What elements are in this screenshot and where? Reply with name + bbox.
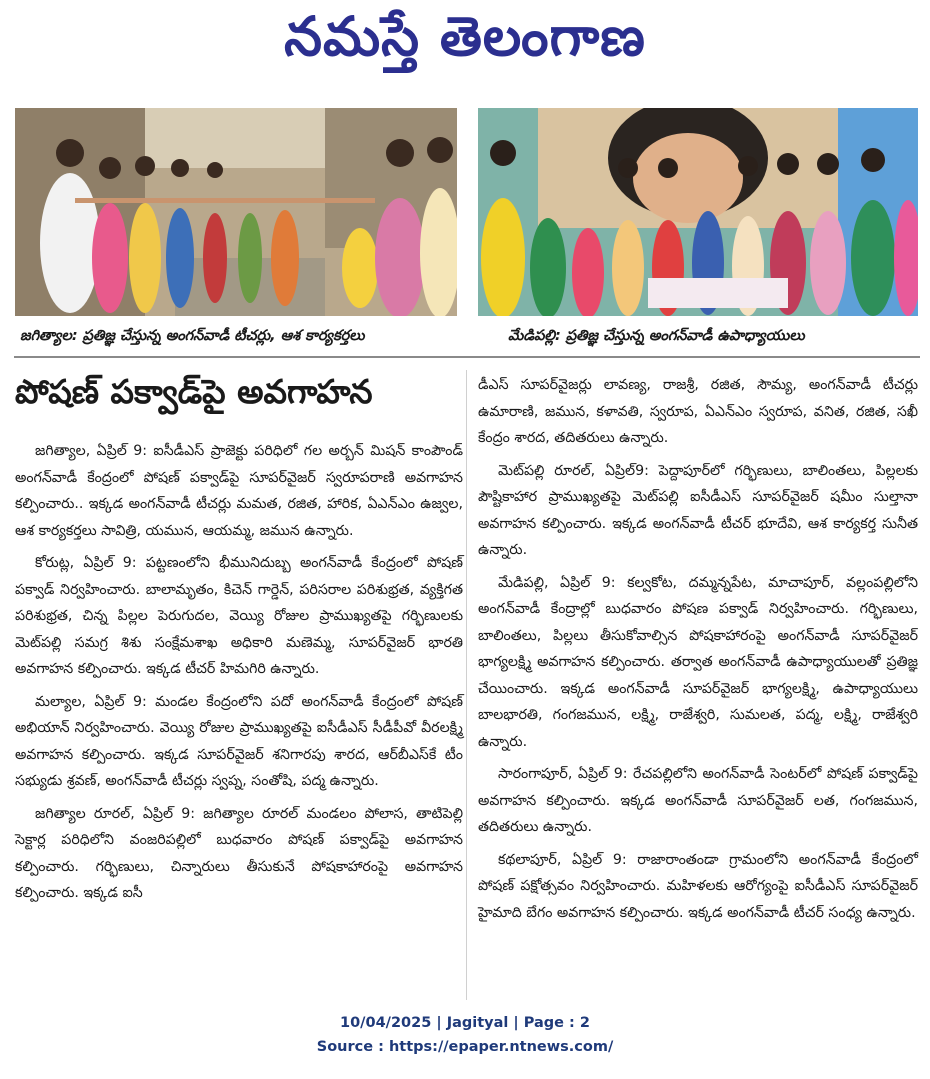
photo-jagityal bbox=[15, 108, 457, 316]
masthead bbox=[0, 0, 930, 100]
footer-edition-info: 10/04/2025 | Jagityal | Page : 2 bbox=[340, 1015, 590, 1031]
article-paragraph: సారంగాపూర్, ఏప్రిల్ 9: రేచపల్లిలోని అంగన్‌వాడీ సెంటర్‌లో పోషణ్ పక్వాడ్‌పై అవగాహన కల్పించారు. ఇక్కడ అంగన్‌వాడీ సూపర్‌వైజర్ లత, గంగజమున, తదితరులు ఉన్నారు. bbox=[478, 766, 918, 835]
article-paragraph: జగిత్యాల, ఏప్రిల్ 9: ఐసీడీఎస్ ప్రాజెక్టు పరిధిలో గల అర్బన్ మిషన్ కాంపౌండ్ అంగన్‌వాడీ కేంద్రంలో పోషణ్ పక్వాడ్‌పై సూపర్‌వైజర్ స్వరూపరాణి అవగాహన కల్పించారు.. ఇక్కడ అంగన్‌వాడీ టీచర్లు మమత, రజిత, హారిక, ఏఎన్ఎం ఉజ్వల, ఆశ కార్యకర్తలు సావిత్రి, యమున, ఆయమ్మ, జమున ఉన్నారు. bbox=[15, 443, 463, 539]
article-paragraph: మేడిపల్లి, ఏప్రిల్ 9: కల్వకోట, దమ్మన్నపేట, మాచాపూర్, వల్లంపల్లిలోని అంగన్‌వాడీ కేంద్రాల్లో బుధవారం పోషణ పక్వాడ్ నిర్వహించారు. గర్భిణులు, బాలింతలు, పిల్లలు తీసుకోవాల్సిన పోషకాహారంపై అంగన్‌వాడీ సూపర్‌వైజర్ భాగ్యలక్ష్మి అవగాహన కల్పించారు. తర్వాత అంగన్‌వాడీ ఉపాధ్యాయులతో ప్రతిజ్ఞ చేయించారు. ఇక్కడ అంగన్‌వాడీ సూపర్‌వైజర్ భాగ్యలక్ష్మి, ఉపాధ్యాయులు బాలభారతి, గంగజమున, లక్ష్మి, రాజేశ్వరి, సుమలత, పద్మ, లక్ష్మి, రాజేశ్వరి ఉన్నారు. bbox=[478, 574, 918, 750]
article-column-1 bbox=[15, 438, 463, 913]
article-paragraph: డీఎస్ సూపర్‌వైజర్లు లావణ్య, రాజశ్రీ, రజిత, సౌమ్య, అంగన్‌వాడీ టీచర్లు ఉమారాణి, జమున, కళావతి, స్వరూప, ఏఎన్ఎం స్వరూప, వనిత, రజిత, సఖీ కేంద్రం శారద, తదితరులు ఉన్నారు. bbox=[478, 377, 918, 446]
article-headline: పోషణ్ పక్వాడ్‌పై అవగాహన bbox=[15, 372, 373, 411]
footer-source-link[interactable]: Source : https://epaper.ntnews.com/ bbox=[316, 1039, 614, 1055]
divider bbox=[14, 356, 920, 358]
column-divider bbox=[466, 370, 467, 1000]
article-paragraph: కోరుట్ల, ఏప్రిల్ 9: పట్టణంలోని భీమునిదుబ్బ అంగన్‌వాడీ కేంద్రంలో పోషణ్ పక్వాడ్ నిర్వహించారు. బాలామృతం, కిచెన్ గార్డెన్, పరిసరాల పరిశుభ్రత, వ్యక్తిగత పరిశుభ్రత, చిన్న పిల్లల పెరుగుదల, వెయ్యి రోజుల ప్రాముఖ్యతపై గర్భిణులకు మెట్‌పల్లి సమగ్ర శిశు సంక్షేమశాఖ అధికారి మణెమ్మ, సూపర్‌వైజర్ భారతి అవగాహన కల్పించారు. ఇక్కడ టీచర్ హిమగిరి ఉన్నారు. bbox=[15, 555, 463, 677]
article-paragraph: జగిత్యాల రూరల్, ఏప్రిల్ 9: జగిత్యాల రూరల్ మండలం పోలాస, తాటిపెల్లి సెక్టార్ల పరిధిలోని వంజరిపల్లిలో బుధవారం పోషణ్ పక్వాడ్‌పై అవగాహన కల్పించారు. గర్భిణులు, చిన్నారులు తీసుకునే పోషకాహారంపై అవగాహన కల్పించారు. ఇక్కడ ఐసీ bbox=[15, 805, 463, 901]
article-column-2 bbox=[478, 372, 918, 932]
photo-caption-jagityal: జగిత్యాల: ప్రతిజ్ఞ చేస్తున్న అంగన్‌వాడీ టీచర్లు, ఆశ కార్యకర్తలు bbox=[20, 328, 365, 344]
article-paragraph: కథలాపూర్, ఏప్రిల్ 9: రాజారాంతండా గ్రామంలోని అంగన్‌వాడీ కేంద్రంలో పోషణ్ పక్షోత్సవం నిర్వహించారు. మహిళలకు ఆరోగ్యంపై ఐసీడీఎస్ సూపర్‌వైజర్ హైమాది బేగం అవగాహన కల్పించారు. ఇక్కడ అంగన్‌వాడీ టీచర్ సంధ్య ఉన్నారు. bbox=[478, 851, 918, 921]
photo-medipalli bbox=[478, 108, 918, 316]
newspaper-title: నమస్తే తెలంగాణ bbox=[284, 4, 646, 68]
article-paragraph: మల్యాల, ఏప్రిల్ 9: మండల కేంద్రంలోని పదో అంగన్‌వాడీ కేంద్రంలో పోషణ్ అభియాన్ నిర్వహించారు. వెయ్యి రోజుల ప్రాముఖ్యతపై ఐసీడీఎస్ సీడీపీవో వీరలక్ష్మి అవగాహన కల్పించారు. ఇక్కడ సూపర్‌వైజర్ శనిగారపు శారద, ఆర్‌బీఎస్‌కే టీం సభ్యుడు శ్రవణ్, అంగన్‌వాడీ టీచర్లు స్వప్న, సంతోషి, పద్మ ఉన్నారు. bbox=[15, 693, 463, 789]
photo-caption-medipalli: మేడిపల్లి: ప్రతిజ్ఞ చేస్తున్న అంగన్‌వాడీ ఉపాధ్యాయులు bbox=[508, 328, 805, 344]
article-paragraph: మెట్‌పల్లి రూరల్, ఏప్రిల్9: పెద్దాపూర్‌లో గర్భిణులు, బాలింతలు, పిల్లలకు పౌష్టికాహార ప్రాముఖ్యతపై మెట్‌పల్లి ఐసీడీఎస్ సూపర్‌వైజర్ షమీం సుల్తానా అవగాహన కల్పించారు. ఇక్కడ అంగన్‌వాడీ టీచర్ భూదేవి, ఆశ కార్యకర్త సునీత ఉన్నారు. bbox=[478, 462, 918, 558]
